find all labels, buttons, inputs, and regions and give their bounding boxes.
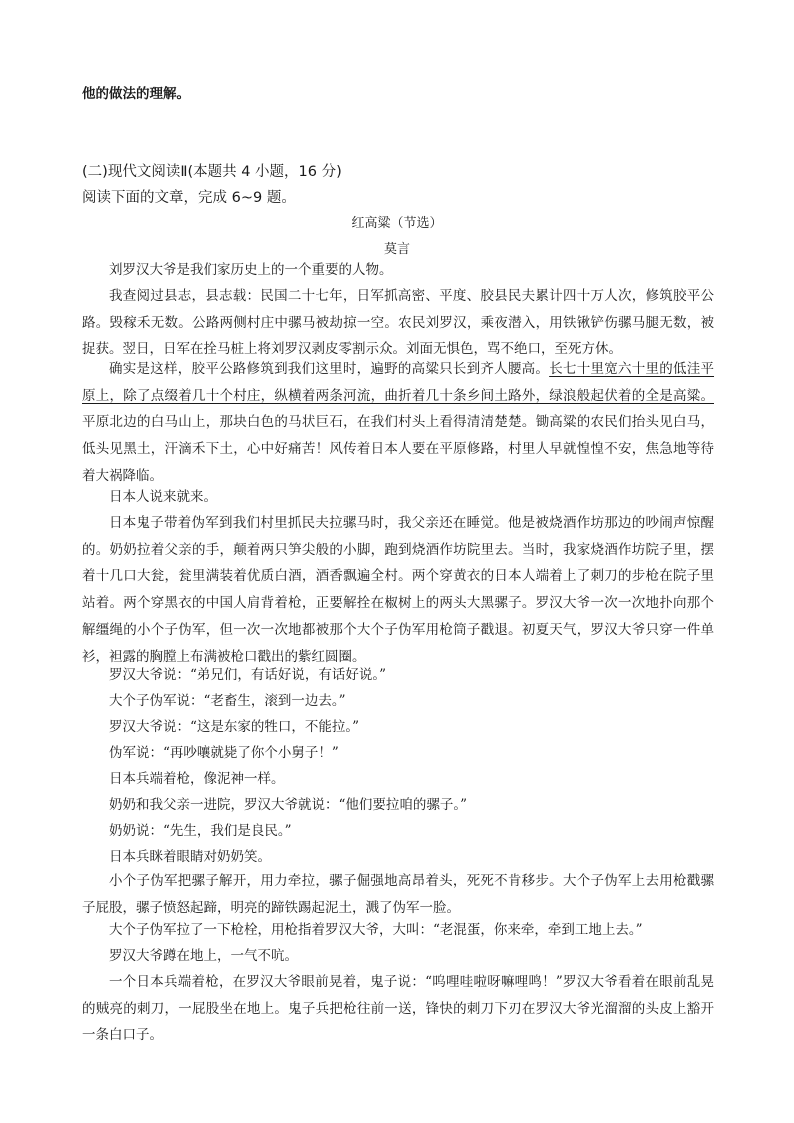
paragraph-12: 奶奶说：“先生，我们是良民。” — [109, 823, 292, 839]
paragraph-10: 日本兵端着枪，像泥神一样。 — [109, 771, 285, 787]
paragraph-6: 罗汉大爷说：“弟兄们，有话好说，有话好说。” — [109, 667, 387, 683]
paragraph-17: 一个日本兵端着枪，在罗汉大爷眼前晃着，鬼子说：“呜哩哇啦呀嘛哩鸣！”罗汉大爷看着在眼前乱晃的贼亮的刺刀，一屁股坐在地上。鬼子兵把枪往前一送，锋快的刺刀下刃在罗汉大爷光溜溜的头皮上豁开一条白口子。 — [82, 974, 714, 1044]
reading-instruction: 阅读下面的文章，完成 6~9 题。 — [82, 190, 296, 206]
paragraph-13: 日本兵眯着眼睛对奶奶笑。 — [109, 849, 271, 865]
section-heading: (二)现代文阅读Ⅱ(本题共 4 小题，16 分) — [82, 164, 342, 180]
paragraph-8: 罗汉大爷说：“这是东家的牲口，不能拉。” — [109, 719, 360, 735]
paragraph-3 — [82, 356, 714, 490]
paragraph-16: 罗汉大爷蹲在地上，一气不吭。 — [109, 948, 298, 964]
underlined-sentence: 长七十里宽六十里的低洼平原上，除了点缀着几十个村庄，纵横着两条河流，曲折着几十条乡间土路外，绿浪般起伏着的全是高粱。 — [82, 361, 715, 404]
paragraph-5: 日本鬼子带着伪军到我们村里抓民夫拉骡马时，我父亲还在睡觉。他是被烧酒作坊那边的吵闹声惊醒的。奶奶拉着父亲的手，颠着两只笋尖般的小脚，跑到烧酒作坊院里去。当时，我家烧酒作坊院子里，摆着十几口大瓮，瓮里满装着优质白酒，酒香飘遍全村。两个穿黄衣的日本人端着上了刺刀的步枪在院子里站着。两个穿黑衣的中国人肩背着枪，正要解拴在椒树上的两头大黑骡子。罗汉大爷一次一次地扑向那个解缰绳的小个子伪军，但一次一次地都被那个大个子伪军用枪筒子戳退。初夏天气，罗汉大爷只穿一件单衫，袒露的胸膛上布满被枪口戳出的紫红圆圈。 — [82, 515, 714, 665]
paragraph-14: 小个子伪军把骡子解开，用力牵拉，骡子倔强地高昂着头，死死不肯移步。大个子伪军上去用枪戳骡子屁股，骡子愤怒起蹄，明亮的蹄铁踢起泥土，溅了伪军一脸。 — [82, 873, 714, 916]
previous-question-tail: 他的做法的理解。 — [82, 86, 190, 102]
paragraph-9: 伪军说：“再吵嚷就毙了你个小舅子！” — [109, 745, 339, 761]
paragraph-3-rest: 平原北边的白马山上，那块白色的马状巨石，在我们村头上看得清清楚楚。锄高粱的农民们抬头见白马，低头见黑土，汗滴禾下土，心中好痛苦！风传着日本人要在平原修路，村里人早就惶惶不安，焦急地等待着大祸降临。 — [82, 414, 714, 484]
paragraph-3-lead: 确实是这样，胶平公路修筑到我们这里时，遍野的高粱只长到齐人腰高。 — [109, 361, 550, 377]
paragraph-7: 大个子伪军说：“老畜生，滚到一边去。” — [109, 693, 346, 709]
paragraph-11: 奶奶和我父亲一进院，罗汉大爷就说：“他们要拉咱的骡子。” — [109, 797, 468, 813]
article-author: 莫言 — [383, 242, 410, 257]
article-title: 红高粱（节选） — [351, 216, 443, 231]
paragraph-1: 刘罗汉大爷是我们家历史上的一个重要的人物。 — [109, 262, 393, 278]
paragraph-15: 大个子伪军拉了一下枪栓，用枪指着罗汉大爷，大叫：“老混蛋，你来牵，牵到工地上去。” — [109, 922, 643, 938]
paragraph-4: 日本人说来就来。 — [109, 489, 217, 505]
paragraph-2: 我查阅过县志，县志载：民国二十七年，日军抓高密、平度、胶县民夫累计四十万人次，修筑胶平公路。毁稼禾无数。公路两侧村庄中骡马被劫掠一空。农民刘罗汉，乘夜潜入，用铁锹铲伤骡马腿无数，被捉获。翌日，日军在拴马桩上将刘罗汉剥皮零割示众。刘面无惧色，骂不绝口，至死方休。 — [82, 288, 714, 358]
